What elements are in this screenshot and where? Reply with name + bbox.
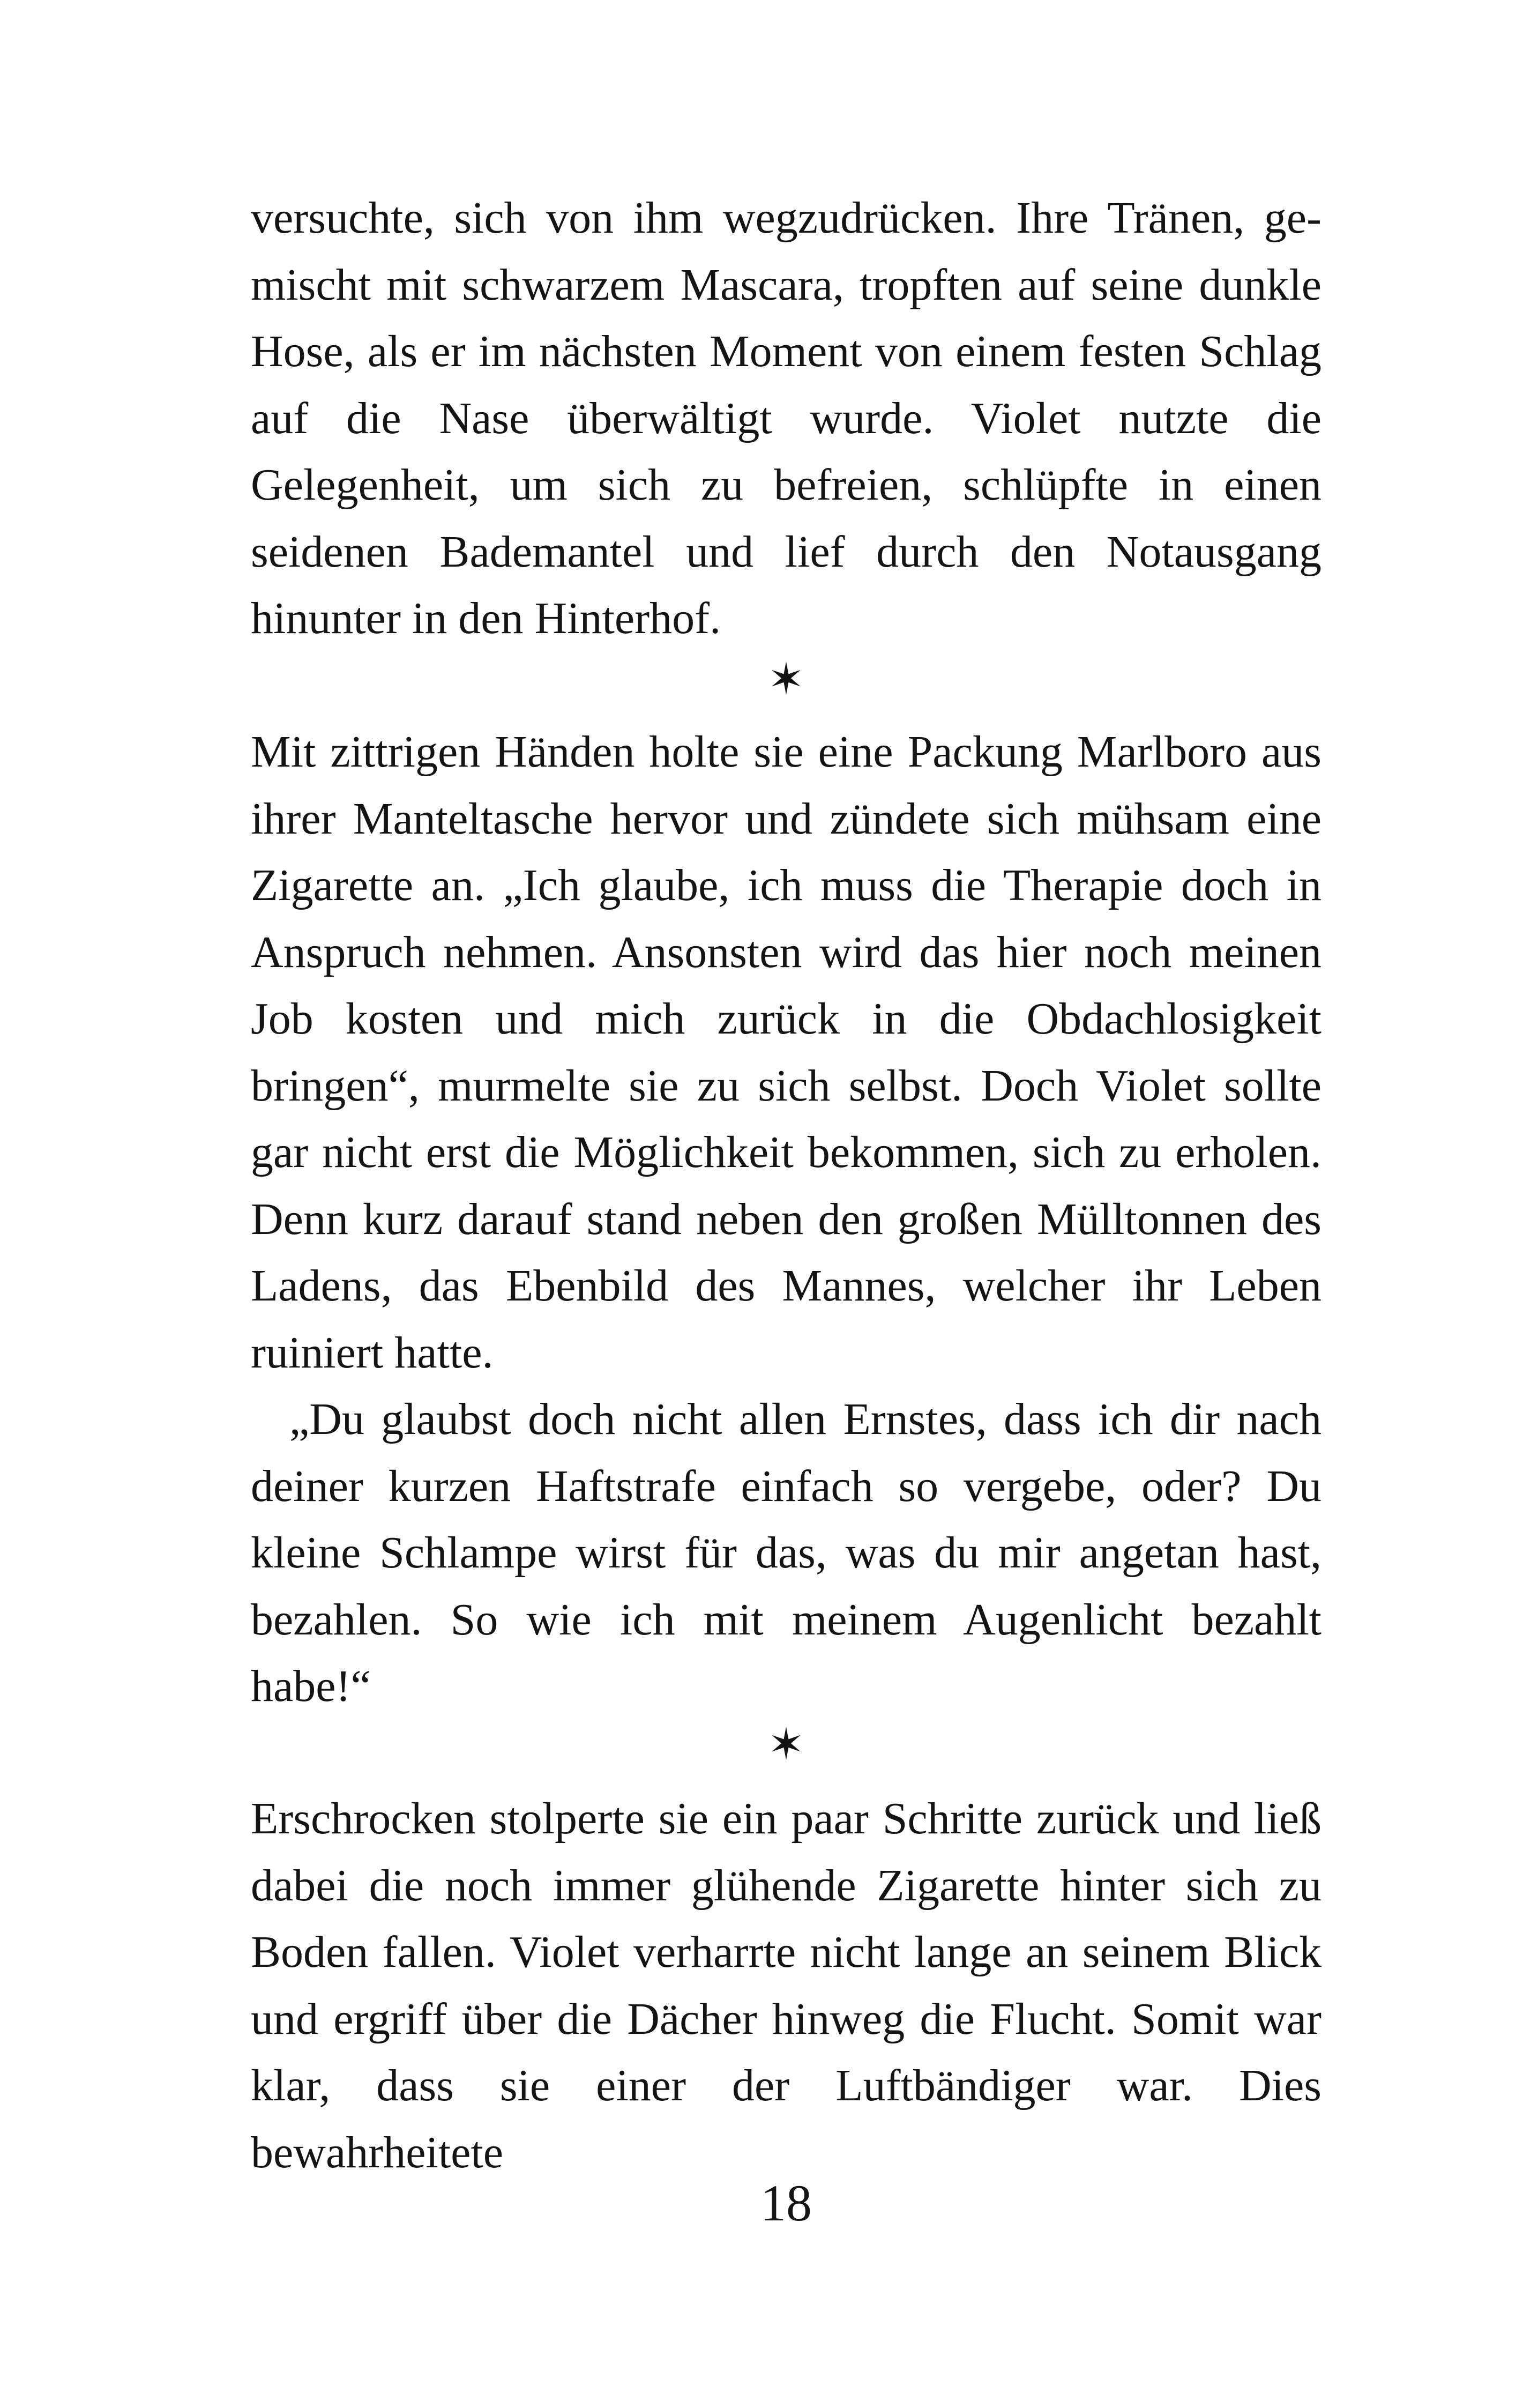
section-divider-star-icon: ✶ <box>767 654 805 705</box>
paragraph: Mit zittrigen Händen holte sie eine Packung Marlboro aus ihrer Manteltasche hervor und zündete sich mühsam eine Zigarette an. „Ich glaube, ich muss die Therapie doch in Anspruch nehmen. Ansonsten wird das hier noch meinen Job kosten und mich zurück in die Obdachlosigkeit bringen“, murmelte sie zu sich selbst. Doch Violet sollte gar nicht erst die Möglichkeit bekommen, sich zu erholen. Denn kurz darauf stand neben den großen Mülltonnen des Ladens, das Ebenbild des Mannes, welcher ihr Leben ruiniert hatte. <box>251 727 1322 1378</box>
text-section-1 <box>251 185 1322 652</box>
text-section-2 <box>251 719 1322 1720</box>
section-divider-star-icon: ✶ <box>767 1719 805 1770</box>
paragraph: Erschrocken stolperte sie ein paar Schritte zurück und ließ dabei die noch immer glühende Zigarette hinter sich zu Boden fallen. Violet verharrte nicht lange an seinem Blick und ergriff über die Dächer hinweg die Flucht. Somit war klar, dass sie einer der Luftbändiger war. Dies bewahrheitete <box>251 1794 1322 2177</box>
page-number: 18 <box>760 2174 812 2232</box>
text-section-3 <box>251 1786 1322 2186</box>
paragraph-dialogue: „Du glaubst doch nicht allen Ernstes, dass ich dir nach deiner kurzen Haftstrafe einfach so vergebe, oder? Du kleine Schlampe wirst für das, was du mir angetan hast, bezahlen. So wie ich mit meinem Augenlicht bezahlt habe!“ <box>251 1394 1322 1711</box>
paragraph: versuchte, sich von ihm wegzudrücken. Ihre Tränen, gemischt mit schwarzem Mascara, tropften auf seine dunkle Hose, als er im nächsten Moment von einem festen Schlag auf die Nase überwältigt wurde. Violet nutzte die Gelegenheit, um sich zu befreien, schlüpfte in einen seidenen Bademantel und lief durch den Notausgang hinunter in den Hinterhof. <box>251 193 1322 643</box>
